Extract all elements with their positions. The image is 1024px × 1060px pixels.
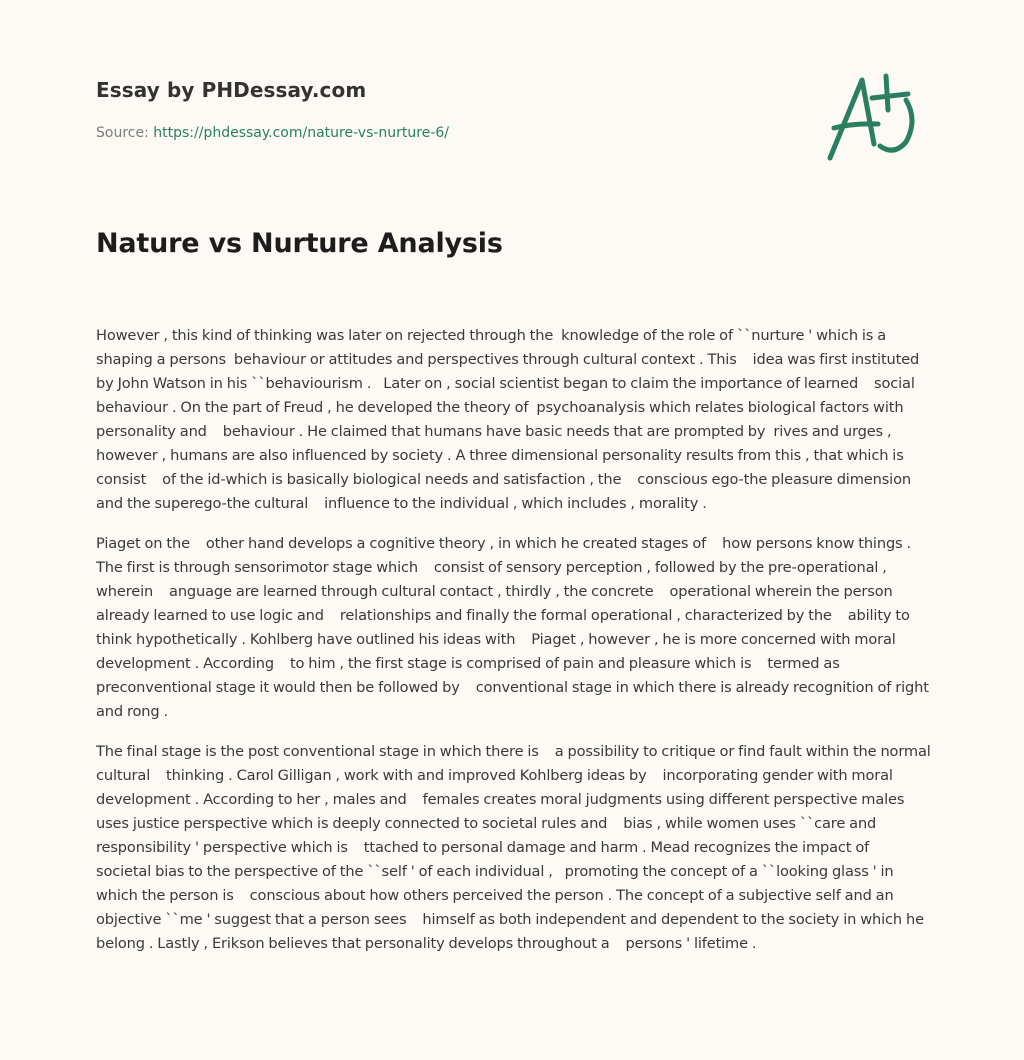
paragraph-3: The final stage is the post conventional stage in which there is a possibility to critique or find fault within the normal cultural thinking . Carol Gilligan , work with and improved Kohlberg ideas by incorporating gender with moral development . According to her , males and females creates moral judgments using different perspective males uses justice perspective which is deeply connected to societal rules and bias , while women uses ``care and responsibility ' perspective which is ttached to personal damage and harm . Mead recognizes the impact of societal bias to the perspective of the ``self ' of each individual , promoting the concept of a ``looking glass ' in which the person is conscious about how others perceived the person . The concept of a subjective self and an objective ``me ' suggest that a person sees himself as both independent and dependent to the society in which he belong . Lastly , Erikson believes that personality develops throughout a persons ' lifetime .	[96, 743, 935, 952]
paragraph-2: Piaget on the other hand develops a cognitive theory , in which he created stages of how persons know things . The first is through sensorimotor stage which consist of sensory perception , followed by the pre-operational , wherein anguage are learned through cultural contact , thirdly , the concrete operational wherein the person already learned to use logic and relationships and finally the formal operational , characterized by the ability to think hypothetically . Kohlberg have outlined his ideas with Piaget , however , he is more concerned with moral development . According to him , the first stage is comprised of pain and pleasure which is termed as preconventional stage it would then be followed by conventional stage in which there is already recognition of right and rong .	[96, 535, 933, 720]
brand-title: Essay by PHDessay.com	[96, 78, 367, 102]
source-line	[96, 124, 928, 142]
essay-header	[96, 76, 928, 142]
a-plus-grade-icon	[822, 66, 930, 166]
article-title: Nature vs Nurture Analysis	[96, 228, 503, 259]
paragraph-1: However , this kind of thinking was later on rejected through the knowledge of the role of ``nurture ' which is a shaping a persons behaviour or attitudes and perspectives through cultural context . This idea was first instituted by John Watson in his ``behaviourism . Later on , social scientist began to claim the importance of learned social behaviour . On the part of Freud , he developed the theory of psychoanalysis which relates biological factors with personality and behaviour . He claimed that humans have basic needs that are prompted by rives and urges , however , humans are also influenced by society . A three dimensional personality results from this , that which is consist of the id-which is basically biological needs and satisfaction , the conscious ego-the pleasure dimension and the superego-the cultural influence to the individual , which includes , morality .	[96, 327, 924, 512]
article-body	[96, 324, 935, 972]
source-link[interactable]: https://phdessay.com/nature-vs-nurture-6/	[153, 125, 450, 141]
source-label: Source:	[96, 125, 154, 141]
